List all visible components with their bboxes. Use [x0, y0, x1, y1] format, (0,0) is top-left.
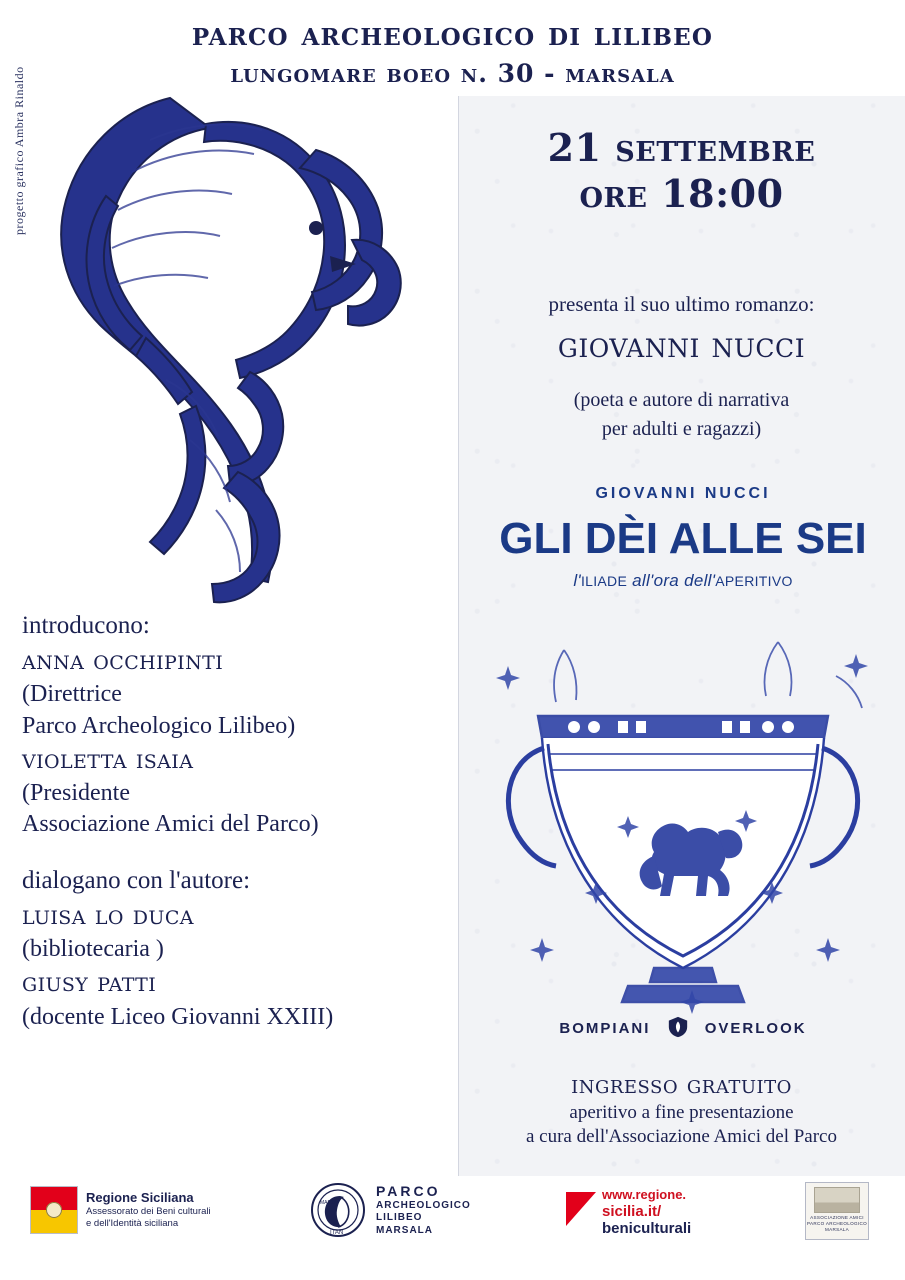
poster-header — [0, 14, 905, 88]
parco-line2: ARCHEOLOGICO — [376, 1200, 471, 1212]
publisher-mark-icon — [667, 1016, 689, 1038]
intro-person-1-role-line2: Parco Archeologico Lilibeo) — [22, 712, 296, 739]
cover-subtitle-mid: all'ora dell' — [627, 571, 716, 590]
regione-sub1: Assessorato dei Beni culturali — [86, 1206, 211, 1218]
svg-text:ΙΤΑΝ: ΙΤΑΝ — [330, 1230, 344, 1236]
cover-subtitle-aperitivo: APERITIVO — [715, 573, 793, 589]
web-line3: beniculturali — [602, 1220, 692, 1238]
parco-line1: PARCO — [376, 1183, 441, 1200]
author-name: giovanni nucci — [557, 326, 806, 366]
svg-text:ΜΑΡΣΑ: ΜΑΡΣΑ — [320, 1200, 338, 1206]
designer-credit: progetto grafico Ambra Rinaldo — [12, 66, 26, 235]
assoc-line2: PARCO ARCHEOLOGICO — [807, 1221, 867, 1227]
author-note-line2: per adulti e ragazzi) — [601, 418, 762, 440]
aperitivo-note: aperitivo a fine presentazione — [569, 1102, 794, 1123]
credits-spacer — [22, 841, 452, 863]
event-time: ore 18:00 — [579, 170, 784, 216]
cover-title: GLI DÈI ALLE SEI — [499, 514, 867, 563]
cover-author: GIOVANNI NUCCI — [595, 485, 771, 502]
free-entry-block — [458, 1070, 905, 1148]
presents-label: presenta il suo ultimo romanzo: — [548, 292, 815, 316]
regione-sub2: e dell'Identità siciliana — [86, 1218, 179, 1230]
sicily-flag-icon — [30, 1186, 78, 1234]
regione-text — [86, 1190, 211, 1230]
assoc-line1: ASSOCIAZIONE AMICI — [810, 1215, 864, 1220]
venue-address: lungomare boeo n. 30 - marsala — [230, 59, 675, 88]
web-line1: www.regione. — [602, 1187, 687, 1202]
dialogue-person-1-name: luisa lo duca — [22, 899, 194, 931]
intro-person-2-role-line1: (Presidente — [22, 780, 130, 807]
intro-person-2-name: violetta isaia — [22, 743, 194, 775]
logo-regione-siciliana — [30, 1186, 211, 1234]
greek-vase-illustration — [478, 620, 888, 1020]
event-date-block — [458, 126, 905, 217]
panel-divider — [458, 96, 459, 1176]
intro-person-1-name: anna occhipinti — [22, 645, 224, 676]
dialogue-person-1-role: (bibliotecaria ) — [22, 936, 164, 963]
cover-subtitle-pre: l' — [573, 571, 581, 590]
regione-title: Regione Siciliana — [86, 1190, 194, 1205]
publisher-overlook: OVERLOOK — [704, 1020, 807, 1037]
intro-person-2-role-line2: Associazione Amici del Parco) — [22, 811, 319, 838]
red-triangle-icon — [566, 1192, 596, 1226]
cover-subtitle-iliade: ILIADE — [580, 573, 628, 589]
parco-text — [376, 1183, 471, 1237]
book-cover-text — [478, 485, 888, 591]
dialogue-person-2-role: (docente Liceo Giovanni XXIII) — [22, 1003, 334, 1030]
footer-logos — [0, 1180, 905, 1280]
publisher-bompiani: BOMPIANI — [559, 1020, 651, 1037]
credits-column — [22, 608, 452, 1033]
horse-illustration — [0, 80, 460, 640]
author-note — [458, 386, 905, 444]
parco-line3: LILIBEO — [376, 1212, 423, 1224]
free-entry-title: ingresso gratuito — [571, 1070, 792, 1100]
author-note-line1: (poeta e autore di narrativa — [573, 389, 790, 411]
logo-regione-web[interactable] — [566, 1188, 691, 1237]
parco-line4: MARSALA — [376, 1224, 433, 1236]
cover-subtitle — [478, 571, 888, 591]
venue-title: parco archeologico di lilibeo — [191, 14, 714, 53]
web-text — [602, 1188, 691, 1237]
event-date: 21 settembre — [547, 125, 816, 170]
coin-seal-icon — [310, 1182, 366, 1238]
publishers-row — [478, 1016, 888, 1038]
assoc-line3: MARSALA — [824, 1227, 850, 1233]
intro-label: introducono: — [22, 612, 150, 639]
dialogue-person-2-name: giusy patti — [22, 967, 157, 999]
dialogue-label: dialogano con l'autore: — [22, 866, 251, 894]
assoc-photo-icon — [814, 1187, 860, 1213]
logo-parco-lilibeo — [310, 1182, 471, 1238]
web-line2: sicilia.it/ — [602, 1202, 662, 1220]
logo-associazione-amici — [805, 1182, 869, 1240]
intro-person-1-role-line1: (Direttrice — [22, 681, 122, 708]
curated-by-note: a cura dell'Associazione Amici del Parco — [525, 1126, 837, 1147]
